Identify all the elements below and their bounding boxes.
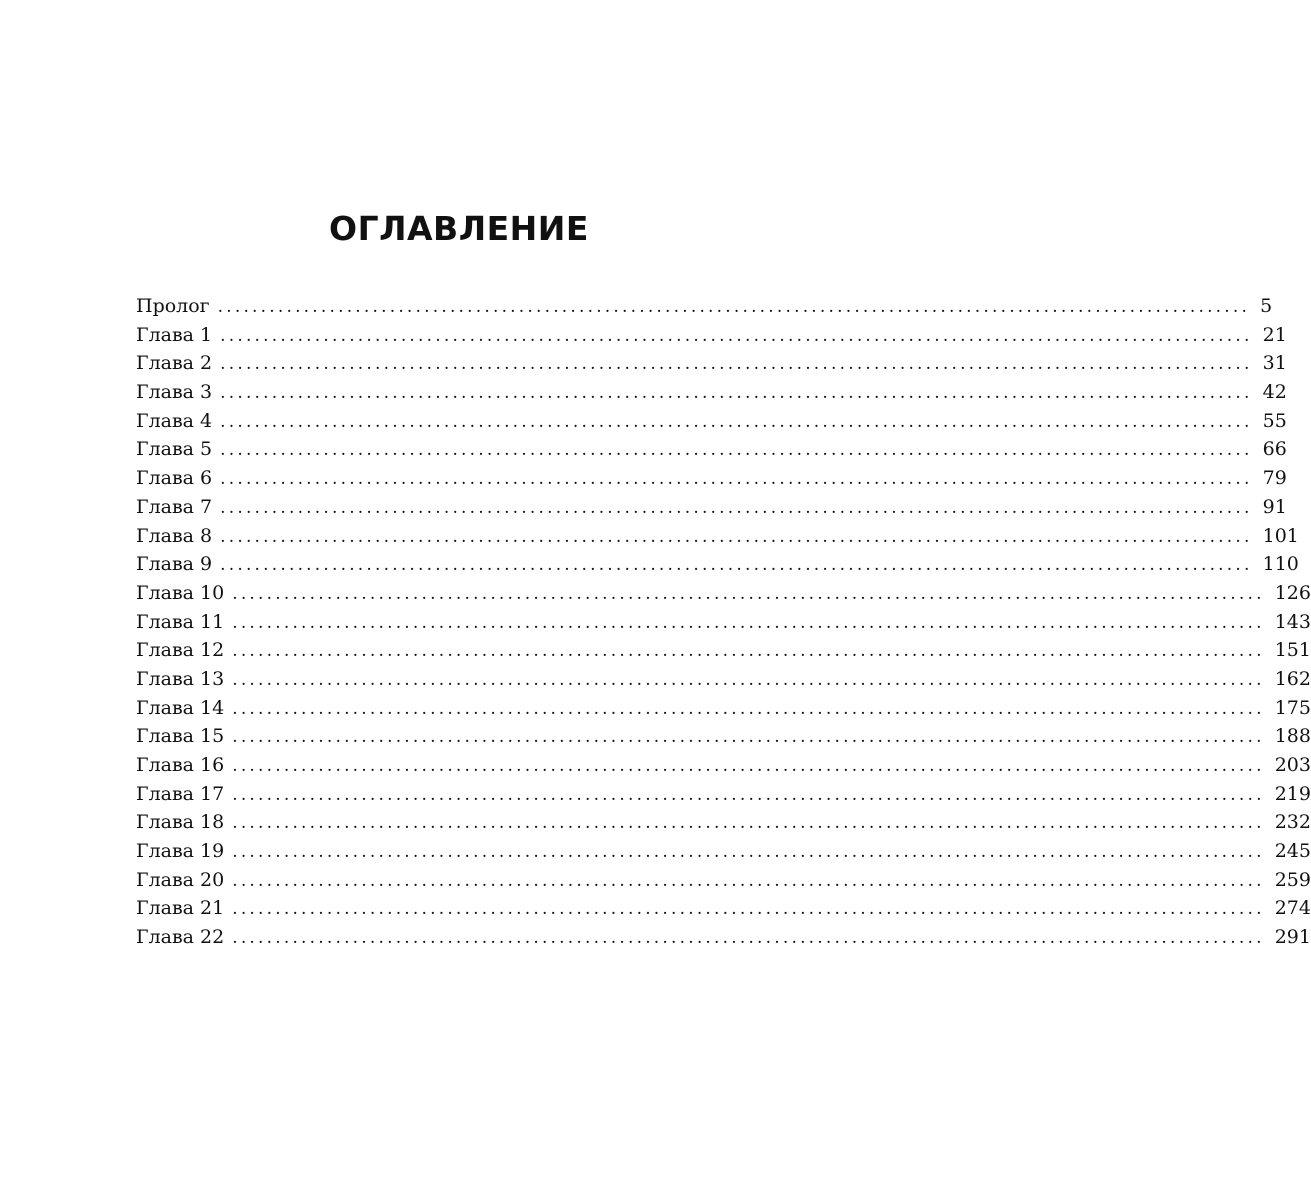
toc-entry-label: Глава 4 (136, 409, 213, 432)
toc-entry-label: Глава 10 (136, 581, 225, 604)
toc-entry-label: Глава 18 (136, 811, 225, 834)
toc-entry-page: 219 (1274, 782, 1311, 805)
dot-leader: ........................................................................................................................ (220, 354, 1253, 375)
toc-entry[interactable] (136, 550, 1299, 579)
dot-leader: ........................................................................................................................ (232, 727, 1265, 748)
toc-entry[interactable] (136, 435, 1287, 464)
toc-entry-page: 143 (1274, 610, 1311, 633)
toc-entry-page: 101 (1262, 524, 1299, 547)
dot-leader: ........................................................................................................................ (232, 698, 1265, 719)
toc-entry-page: 55 (1262, 409, 1287, 432)
toc-entry-label: Глава 22 (136, 926, 225, 949)
toc-entry-page: 259 (1274, 868, 1311, 891)
toc-entry[interactable] (136, 636, 1311, 665)
toc-entry-label: Глава 16 (136, 754, 225, 776)
toc-entry-page: 5 (1260, 295, 1273, 317)
dot-leader: ........................................................................................................................ (232, 784, 1265, 805)
toc-entry-label: Глава 15 (136, 725, 225, 748)
toc-entry-page: 291 (1274, 926, 1311, 949)
toc-entry-label: Глава 5 (136, 438, 213, 461)
toc-entry-page: 162 (1274, 667, 1311, 690)
toc-entry[interactable] (136, 808, 1311, 837)
page-title: ОГЛАВЛЕНИЕ (329, 209, 589, 248)
toc-entry-label: Глава 6 (136, 467, 213, 490)
toc-entry[interactable] (136, 464, 1287, 493)
toc-entry-label: Глава 20 (136, 868, 225, 891)
toc-entry-page: 203 (1274, 754, 1311, 776)
toc-entry[interactable] (136, 608, 1311, 637)
dot-leader: ........................................................................................................................ (220, 469, 1253, 490)
dot-leader: ........................................................................................................................ (232, 870, 1265, 891)
toc-entry[interactable] (136, 837, 1311, 866)
toc-entry[interactable] (136, 522, 1299, 551)
dot-leader: ........................................................................................................................ (232, 756, 1265, 776)
toc-entry-label: Глава 7 (136, 495, 213, 518)
dot-leader: ........................................................................................................................ (220, 497, 1253, 518)
toc-entry[interactable] (136, 866, 1311, 895)
dot-leader: ........................................................................................................................ (232, 612, 1265, 633)
toc-entry-page: 110 (1262, 553, 1299, 576)
toc-entry-page: 31 (1262, 352, 1287, 375)
toc-entry[interactable] (136, 923, 1311, 952)
toc-entry-label: Глава 13 (136, 667, 225, 690)
dot-leader: ........................................................................................................................ (232, 583, 1265, 604)
dot-leader: ........................................................................................................................ (220, 440, 1253, 461)
dot-leader: ........................................................................................................................ (232, 813, 1265, 834)
table-of-contents (136, 292, 1311, 952)
toc-entry-page: 21 (1262, 323, 1287, 346)
dot-leader: ........................................................................................................................ (232, 842, 1265, 863)
toc-entry-page: 175 (1274, 696, 1311, 719)
toc-entry[interactable] (136, 579, 1311, 608)
toc-entry-page: 151 (1274, 639, 1311, 662)
dot-leader: ........................................................................................................................ (232, 669, 1265, 690)
toc-entry[interactable] (136, 493, 1287, 522)
toc-entry[interactable] (136, 378, 1287, 407)
toc-entry-label: Глава 21 (136, 897, 225, 920)
toc-entry[interactable] (136, 722, 1311, 751)
toc-entry-page: 245 (1274, 840, 1311, 863)
toc-entry-label: Глава 14 (136, 696, 225, 719)
toc-entry-label: Пролог (136, 295, 210, 317)
toc-entry-label: Глава 12 (136, 639, 225, 662)
dot-leader: ........................................................................................................................ (232, 641, 1265, 662)
dot-leader: ........................................................................................................................ (220, 383, 1253, 404)
toc-entry[interactable] (136, 694, 1311, 723)
toc-entry-page: 66 (1262, 438, 1287, 461)
dot-leader: ........................................................................................................................ (232, 899, 1265, 920)
dot-leader: ........................................................................................................................ (220, 411, 1253, 432)
toc-entry-label: Глава 17 (136, 782, 225, 805)
dot-leader: ........................................................................................................................ (232, 928, 1265, 949)
toc-entry[interactable] (136, 321, 1287, 350)
dot-leader: ........................................................................................................................ (217, 297, 1251, 317)
toc-entry[interactable] (136, 751, 1311, 780)
toc-entry-page: 42 (1262, 381, 1287, 404)
toc-entry-page: 91 (1262, 495, 1287, 518)
toc-entry-page: 188 (1274, 725, 1311, 748)
toc-entry[interactable] (136, 292, 1273, 321)
toc-entry-label: Глава 9 (136, 553, 213, 576)
toc-entry-page: 232 (1274, 811, 1311, 834)
dot-leader: ........................................................................................................................ (220, 325, 1253, 346)
toc-entry-page: 126 (1274, 581, 1311, 604)
dot-leader: ........................................................................................................................ (220, 555, 1253, 576)
toc-entry-label: Глава 11 (136, 610, 225, 633)
toc-entry-page: 79 (1262, 467, 1287, 490)
toc-entry-label: Глава 8 (136, 524, 213, 547)
toc-entry-label: Глава 2 (136, 352, 213, 375)
toc-entry-label: Глава 19 (136, 840, 225, 863)
toc-entry[interactable] (136, 894, 1311, 923)
toc-entry-label: Глава 1 (136, 323, 213, 346)
toc-entry-label: Глава 3 (136, 381, 213, 404)
toc-entry[interactable] (136, 665, 1311, 694)
dot-leader: ........................................................................................................................ (220, 526, 1253, 547)
toc-entry-page: 274 (1274, 897, 1311, 920)
toc-entry[interactable] (136, 349, 1287, 378)
toc-entry[interactable] (136, 780, 1311, 809)
toc-entry[interactable] (136, 407, 1287, 436)
